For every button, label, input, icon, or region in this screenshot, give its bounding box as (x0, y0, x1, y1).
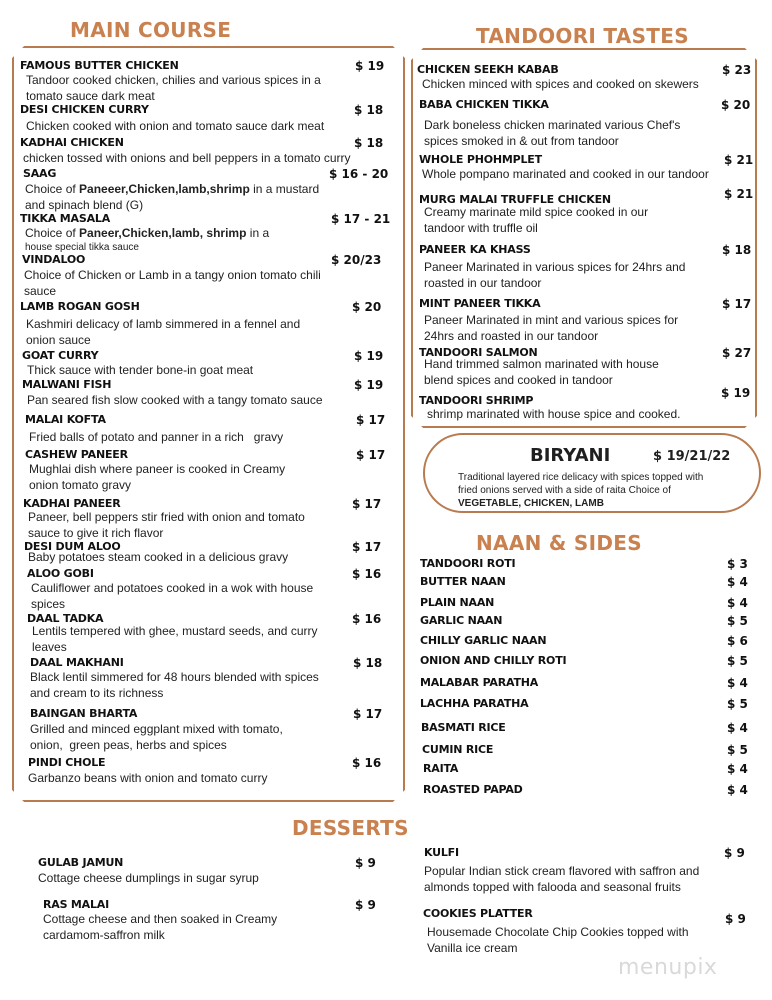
item-name: VINDALOO (22, 253, 86, 266)
item-description: Popular Indian stick cream flavored with saffron and almonds topped with falooda and seasonal fruits (424, 864, 700, 894)
item-name: DAAL TADKA (27, 612, 104, 625)
item-name: FAMOUS BUTTER CHICKEN (20, 59, 179, 72)
item-name: PANEER KA KHASS (419, 243, 531, 256)
item-price: $ 17 (722, 297, 752, 311)
item-price: $ 17 (353, 707, 383, 721)
item-price: $ 5 (727, 614, 748, 628)
item-price: $ 23 (722, 63, 752, 77)
item-price: $ 20 (352, 300, 382, 314)
item-price: $ 4 (727, 783, 748, 797)
item-description: Cauliflower and potatoes cooked in a wok with house spices (31, 581, 314, 611)
item-price: $ 16 - 20 (329, 167, 389, 181)
item-price: $ 3 (727, 557, 748, 571)
item-price: $ 16 (352, 612, 382, 626)
item-name: MALWANI FISH (22, 378, 112, 391)
item-price: $ 19 (355, 59, 385, 73)
item-name: TIKKA MASALA (20, 212, 111, 225)
item-name: BABA CHICKEN TIKKA (419, 98, 549, 111)
item-name: MALABAR PARATHA (420, 676, 539, 689)
item-description: Choice of Paneer,Chicken,lamb, shrimp in a (25, 226, 270, 240)
biryani-price: $ 19/21/22 (653, 449, 731, 464)
item-name: PLAIN NAAN (420, 596, 495, 609)
item-price: $ 9 (355, 898, 376, 912)
item-name: DESI DUM ALOO (24, 540, 121, 553)
item-name: DAAL MAKHANI (30, 656, 124, 669)
item-description: Chicken minced with spices and cooked on skewers (422, 77, 699, 91)
item-description-small: house special tikka sauce (25, 242, 139, 253)
item-description: Paneer Marinated in mint and various spices for 24hrs and roasted in our tandoor (424, 313, 679, 343)
item-description: Cottage cheese dumplings in sugar syrup (38, 871, 259, 885)
item-description: shrimp marinated with house spice and cooked. (427, 407, 681, 421)
item-price: $ 9 (724, 846, 745, 860)
item-price: $ 9 (355, 856, 376, 870)
tandoori-title: TANDOORI TASTES (476, 24, 689, 48)
item-description: Kashmiri delicacy of lamb simmered in a fennel and onion sauce (26, 317, 301, 347)
item-name: BAINGAN BHARTA (30, 707, 138, 720)
item-price: $ 16 (352, 756, 382, 770)
item-description: Mughlai dish where paneer is cooked in Creamy onion tomato gravy (29, 462, 286, 492)
item-description: Lentils tempered with ghee, mustard seeds, and curry leaves (32, 624, 318, 654)
item-name: DESI CHICKEN CURRY (20, 103, 149, 116)
item-price: $ 21 (724, 153, 754, 167)
item-price: $ 21 (724, 187, 754, 201)
item-price: $ 4 (727, 721, 748, 735)
item-price: $ 4 (727, 676, 748, 690)
item-name: KADHAI CHICKEN (20, 136, 124, 149)
item-description: Cottage cheese and then soaked in Creamy cardamom-saffron milk (43, 912, 278, 942)
item-description: Pan seared fish slow cooked with a tangy tomato sauce (27, 393, 323, 407)
item-description: Dark boneless chicken marinated various Chef's spices smoked in & out from tandoor (424, 118, 681, 148)
biryani-choices: VEGETABLE, CHICKEN, LAMB (458, 498, 604, 509)
item-price: $ 19 (354, 349, 384, 363)
item-name: LACHHA PARATHA (420, 697, 529, 710)
item-name: CHICKEN SEEKH KABAB (417, 63, 559, 76)
biryani-title: BIRYANI (530, 445, 611, 466)
desserts-title: DESSERTS (292, 816, 409, 840)
item-description: Thick sauce with tender bone-in goat meat (27, 363, 254, 377)
item-price: $ 5 (727, 743, 748, 757)
item-price: $ 17 (356, 413, 386, 427)
item-price: $ 18 (354, 103, 384, 117)
item-price: $ 17 (352, 540, 382, 554)
item-name: GARLIC NAAN (420, 614, 503, 627)
item-description: Hand trimmed salmon marinated with house blend spices and cooked in tandoor (424, 357, 659, 387)
item-description: Creamy marinate mild spice cooked in our tandoor with truffle oil (424, 205, 649, 235)
item-name: CASHEW PANEER (25, 448, 128, 461)
item-name: BUTTER NAAN (420, 575, 506, 588)
item-name: KADHAI PANEER (23, 497, 121, 510)
item-price: $ 4 (727, 596, 748, 610)
item-price: $ 19 (354, 378, 384, 392)
item-price: $ 18 (354, 136, 384, 150)
item-price: $ 5 (727, 654, 748, 668)
item-description: Baby potatoes steam cooked in a delicious gravy (28, 550, 289, 564)
item-price: $ 20/23 (331, 253, 382, 267)
item-description: Garbanzo beans with onion and tomato curry (28, 771, 268, 785)
item-description: Whole pompano marinated and cooked in our tandoor (422, 167, 709, 181)
item-price: $ 4 (727, 762, 748, 776)
item-name: RAS MALAI (43, 898, 110, 911)
item-description: Tandoor cooked chicken, chilies and various spices in a tomato sauce dark meat (26, 73, 321, 103)
item-price: $ 5 (727, 697, 748, 711)
item-price: $ 18 (353, 656, 383, 670)
item-name: KULFI (424, 846, 459, 859)
item-name: PINDI CHOLE (28, 756, 106, 769)
item-description: Choice of Chicken or Lamb in a tangy onion tomato chili sauce (24, 268, 321, 298)
watermark-logo: menupix (618, 955, 718, 980)
item-name: TANDOORI ROTI (420, 557, 516, 570)
item-name: RAITA (423, 762, 459, 775)
item-name: LAMB ROGAN GOSH (20, 300, 140, 313)
item-description: chicken tossed with onions and bell peppers in a tomato curry (23, 151, 351, 165)
item-description: Paneer, bell peppers stir fried with onion and tomato sauce to give it rich flavor (28, 510, 305, 540)
biryani-description: Traditional layered rice delicacy with spices topped with fried onions served with a side of raita Choice of VEGETABLE, CHICKEN, LAMB (458, 472, 704, 509)
item-price: $ 17 (352, 497, 382, 511)
item-price: $ 27 (722, 346, 752, 360)
naan-title: NAAN & SIDES (476, 531, 642, 555)
item-name: WHOLE PHOHMPLET (419, 153, 542, 166)
item-description: Fried balls of potato and panner in a rich gravy (29, 430, 284, 444)
main-course-title: MAIN COURSE (70, 18, 232, 42)
item-price: $ 16 (352, 567, 382, 581)
item-name: TANDOORI SALMON (419, 346, 538, 359)
item-price: $ 9 (725, 912, 746, 926)
item-name: CHILLY GARLIC NAAN (420, 634, 547, 647)
item-price: $ 20 (721, 98, 751, 112)
item-name: MINT PANEER TIKKA (419, 297, 541, 310)
item-price: $ 17 (356, 448, 386, 462)
item-description: Paneer Marinated in various spices for 24hrs and roasted in our tandoor (424, 260, 686, 290)
item-price: $ 18 (722, 243, 752, 257)
item-name: ALOO GOBI (27, 567, 94, 580)
item-price: $ 19 (721, 386, 751, 400)
item-price: $ 6 (727, 634, 748, 648)
item-name: ROASTED PAPAD (423, 783, 523, 796)
item-name: COOKIES PLATTER (423, 907, 533, 920)
item-name: GULAB JAMUN (38, 856, 124, 869)
item-name: SAAG (23, 167, 57, 180)
item-description: Grilled and minced eggplant mixed with tomato, onion, green peas, herbs and spices (30, 722, 283, 752)
item-description: Housemade Chocolate Chip Cookies topped with Vanilla ice cream (427, 925, 689, 955)
item-name: TANDOORI SHRIMP (419, 394, 534, 407)
item-description: Choice of Paneeer,Chicken,lamb,shrimp in a mustard and spinach blend (G) (25, 182, 320, 212)
item-price: $ 4 (727, 575, 748, 589)
item-name: GOAT CURRY (22, 349, 99, 362)
item-description: Black lentil simmered for 48 hours blended with spices and cream to its richness (30, 670, 319, 700)
item-name: MURG MALAI TRUFFLE CHICKEN (419, 193, 611, 206)
item-name: BASMATI RICE (421, 721, 506, 734)
item-description: Chicken cooked with onion and tomato sauce dark meat (26, 119, 325, 133)
item-name: CUMIN RICE (422, 743, 494, 756)
item-price: $ 17 - 21 (331, 212, 391, 226)
item-name: ONION AND CHILLY ROTI (420, 654, 567, 667)
biryani-box (423, 433, 761, 513)
item-name: MALAI KOFTA (25, 413, 106, 426)
